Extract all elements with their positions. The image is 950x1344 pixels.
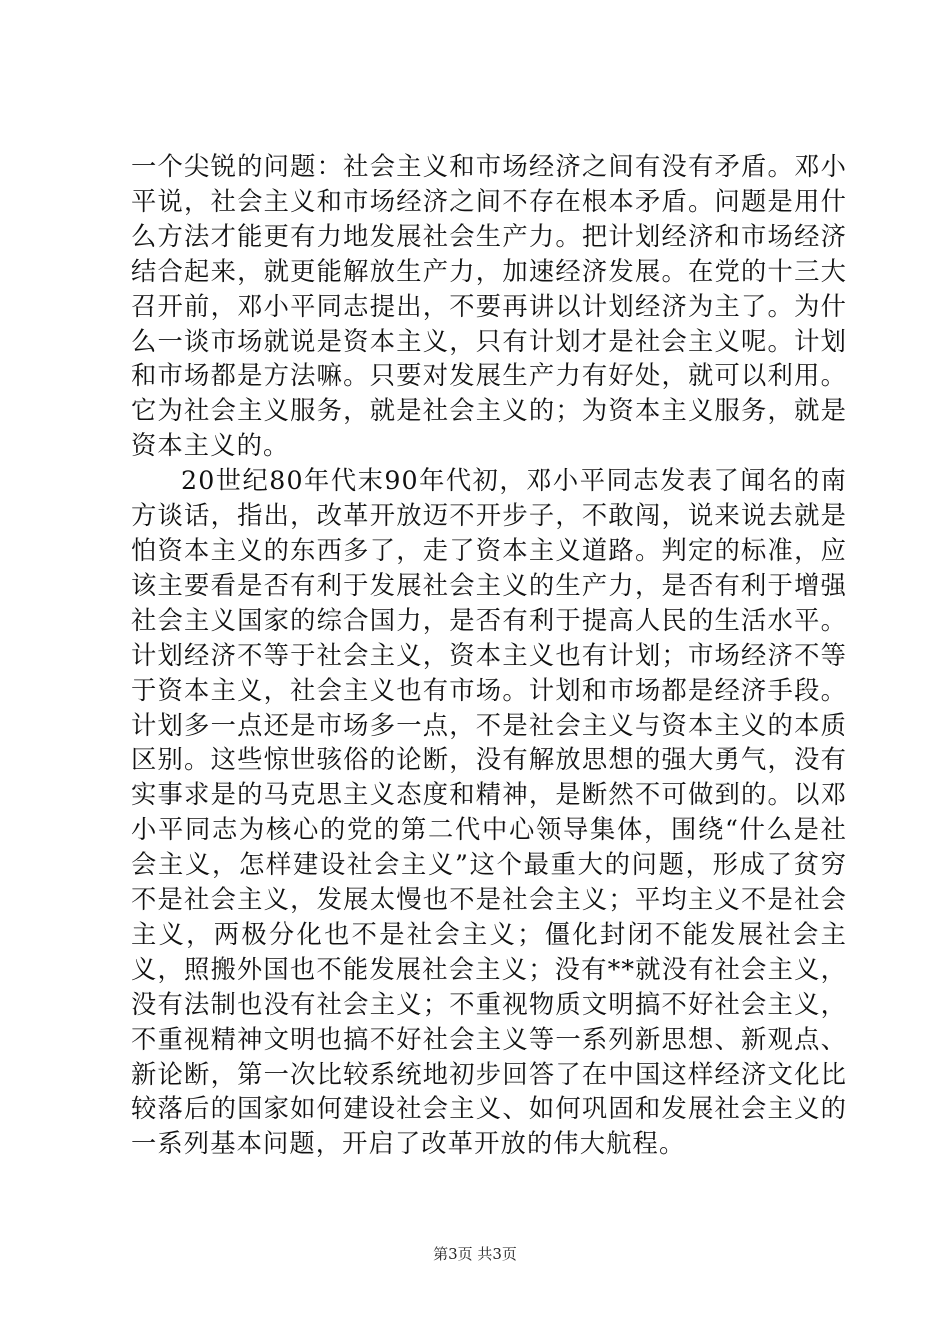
document-body [131,150,847,1162]
paragraph-continuation: 一个尖锐的问题：社会主义和市场经济之间有没有矛盾。邓小平说，社会主义和市场经济之间不存在根本矛盾。问题是用什么方法才能更有力地发展社会生产力。把计划经济和市场经济结合起来，就更能解放生产力，加速经济发展。在党的十三大召开前，邓小平同志提出，不要再讲以计划经济为主了。为什么一谈市场就说是资本主义，只有计划才是社会主义呢。计划和市场都是方法嘛。只要对发展生产力有好处，就可以利用。它为社会主义服务，就是社会主义的；为资本主义服务，就是资本主义的。 [131,152,847,461]
page-number-footer: 第3页 共3页 [433,1245,517,1263]
paragraph-southern-talks: 20世纪80年代末90年代初，邓小平同志发表了闻名的南方谈话，指出，改革开放迈不开步子，不敢闯，说来说去就是怕资本主义的东西多了，走了资本主义道路。判定的标准，应该主要看是否有利于发展社会主义的生产力，是否有利于增强社会主义国家的综合国力，是否有利于提高人民的生活水平。计划经济不等于社会主义，资本主义也有计划；市场经济不等于资本主义，社会主义也有市场。计划和市场都是经济手段。计划多一点还是市场多一点，不是社会主义与资本主义的本质区别。这些惊世骇俗的论断，没有解放思想的强大勇气，没有实事求是的马克思主义态度和精神，是断然不可做到的。以邓小平同志为核心的党的第二代中心领导集体，围绕“什么是社会主义，怎样建设社会主义”这个最重大的问题，形成了贫穷不是社会主义，发展太慢也不是社会主义；平均主义不是社会主义，两极分化也不是社会主义；僵化封闭不能发展社会主义，照搬外国也不能发展社会主义；没有**就没有社会主义，没有法制也没有社会主义；不重视物质文明搞不好社会主义，不重视精神文明也搞不好社会主义等一系列新思想、新观点、新论断，第一次比较系统地初步回答了在中国这样经济文化比较落后的国家如何建设社会主义、如何巩固和发展社会主义的一系列基本问题，开启了改革开放的伟大航程。 [131,466,847,1159]
